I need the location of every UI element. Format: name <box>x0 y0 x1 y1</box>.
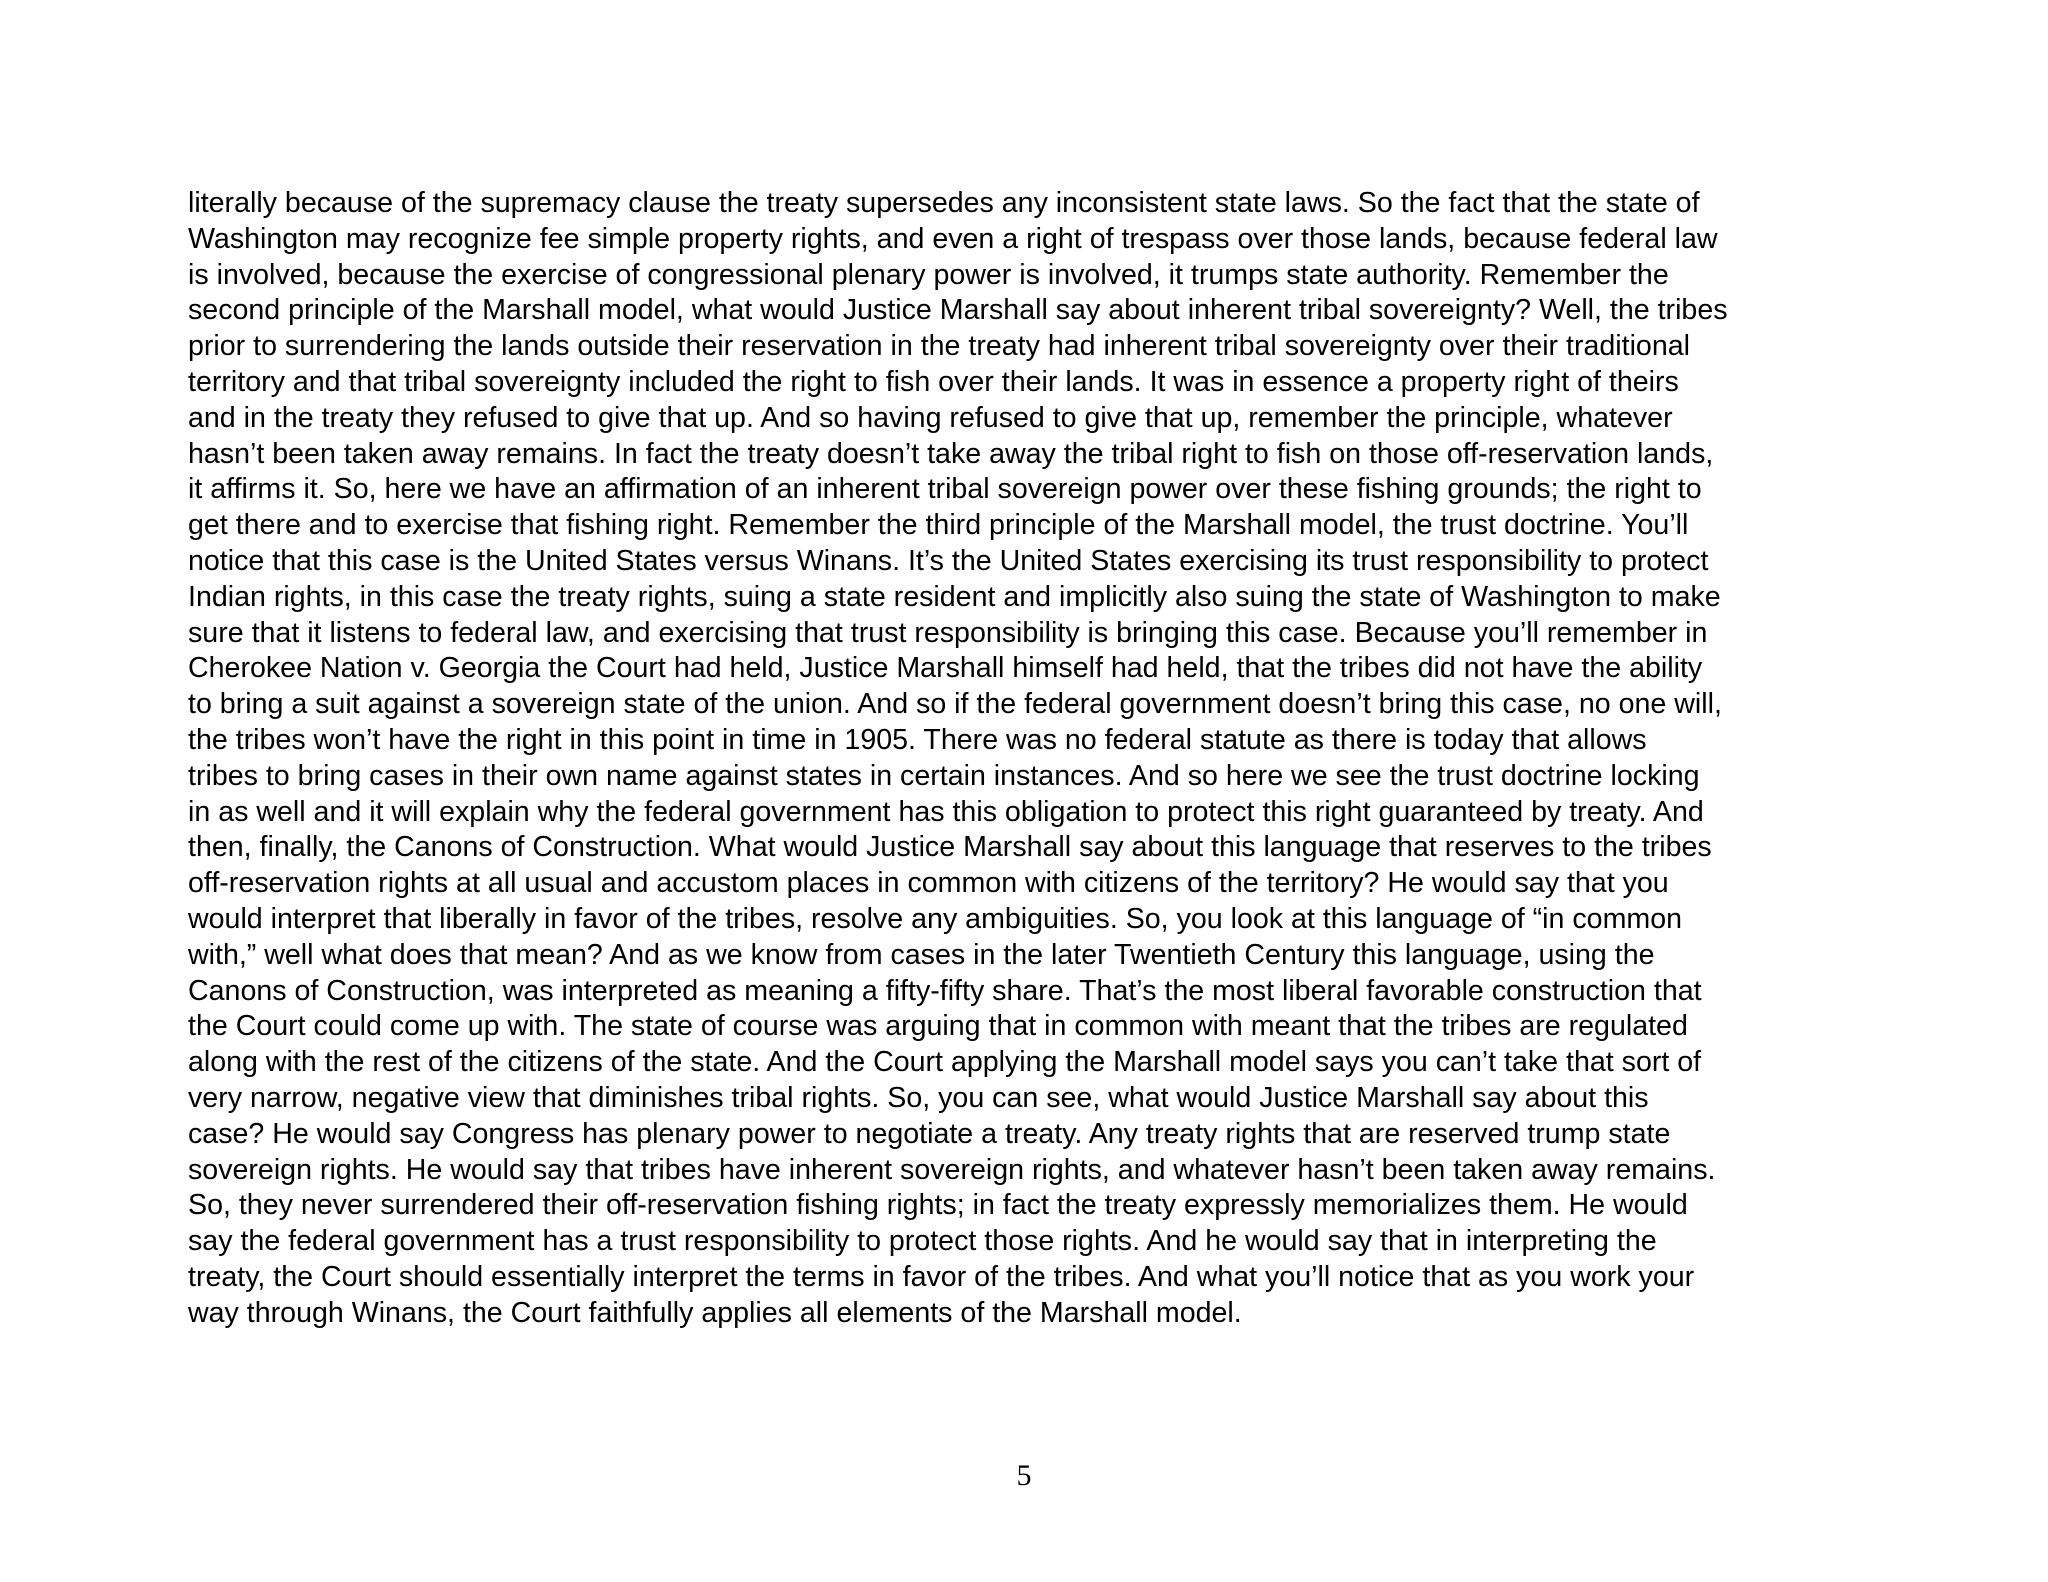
text-line: sovereign rights. He would say that tribes have inherent sovereign rights, and whatever hasn’t been taken away remains. <box>188 1153 1716 1186</box>
text-line: hasn’t been taken away remains. In fact the treaty doesn’t take away the tribal right to fish on those off-reservation lands, <box>188 437 1714 470</box>
text-line: very narrow, negative view that diminishes tribal rights. So, you can see, what would Justice Marshall say about this <box>188 1081 1649 1114</box>
text-line: way through Winans, the Court faithfully applies all elements of the Marshall model. <box>188 1296 1242 1329</box>
text-line: literally because of the supremacy clause the treaty supersedes any inconsistent state laws. So the fact that the state of <box>188 187 1700 219</box>
text-line: territory and that tribal sovereignty included the right to fish over their lands. It was in essence a property right of theirs <box>188 365 1679 398</box>
text-line: off-reservation rights at all usual and accustom places in common with citizens of the territory? He would say that you <box>188 867 1669 900</box>
text-line: Indian rights, in this case the treaty rights, suing a state resident and implicitly also suing the state of Washington to make <box>188 580 1721 613</box>
text-line: with,” well what does that mean? And as we know from cases in the later Twentieth Century this language, using the <box>188 938 1655 971</box>
text-line: Canons of Construction, was interpreted as meaning a fifty-fifty share. That’s the most liberal favorable construction that <box>188 974 1702 1007</box>
page-number: 5 <box>1016 1459 1032 1492</box>
transcript-paragraph <box>188 186 1908 1332</box>
text-line: treaty, the Court should essentially interpret the terms in favor of the tribes. And what you’ll notice that as you work your <box>188 1260 1695 1293</box>
text-line: prior to surrendering the lands outside their reservation in the treaty had inherent tribal sovereignty over their traditional <box>188 330 1690 363</box>
text-line: and in the treaty they refused to give that up. And so having refused to give that up, remember the principle, whatever <box>188 401 1673 434</box>
text-line: then, finally, the Canons of Construction. What would Justice Marshall say about this language that reserves to the tribes <box>188 831 1712 864</box>
text-line: second principle of the Marshall model, what would Justice Marshall say about inherent tribal sovereignty? Well, the tribes <box>188 294 1728 327</box>
text-line: it affirms it. So, here we have an affirmation of an inherent tribal sovereign power over these fishing grounds; the right to <box>188 473 1702 506</box>
text-line: in as well and it will explain why the federal government has this obligation to protect this right guaranteed by treaty. And <box>188 795 1704 828</box>
text-line: Washington may recognize fee simple property rights, and even a right of trespass over those lands, because federal law <box>188 222 1718 255</box>
text-line: would interpret that liberally in favor of the tribes, resolve any ambiguities. So, you look at this language of “in common <box>188 902 1683 935</box>
text-line: case? He would say Congress has plenary power to negotiate a treaty. Any treaty rights that are reserved trump state <box>188 1117 1671 1150</box>
text-line: sure that it listens to federal law, and exercising that trust responsibility is bringing this case. Because you’ll remember in <box>188 616 1708 649</box>
text-line: the tribes won’t have the right in this point in time in 1905. There was no federal statute as there is today that allows <box>188 723 1647 756</box>
text-line: is involved, because the exercise of congressional plenary power is involved, it trumps state authority. Remember the <box>188 258 1669 291</box>
text-line: Cherokee Nation v. Georgia the Court had held, Justice Marshall himself had held, that the tribes did not have the ability <box>188 652 1703 685</box>
text-line: So, they never surrendered their off-reservation fishing rights; in fact the treaty expressly memorializes them. He would <box>188 1189 1688 1222</box>
text-line: the Court could come up with. The state of course was arguing that in common with meant that the tribes are regulated <box>188 1010 1688 1043</box>
text-line: say the federal government has a trust responsibility to protect those rights. And he would say that in interpreting the <box>188 1225 1657 1258</box>
text-line: tribes to bring cases in their own name against states in certain instances. And so here we see the trust doctrine locking <box>188 759 1700 792</box>
text-line: to bring a suit against a sovereign state of the union. And so if the federal government doesn’t bring this case, no one will, <box>188 688 1722 721</box>
text-line: along with the rest of the citizens of the state. And the Court applying the Marshall model says you can’t take that sort of <box>188 1046 1702 1079</box>
text-line: get there and to exercise that fishing right. Remember the third principle of the Marshall model, the trust doctrine. You’ll <box>188 509 1689 542</box>
text-line: notice that this case is the United States versus Winans. It’s the United States exercising its trust responsibility to protect <box>188 544 1709 577</box>
